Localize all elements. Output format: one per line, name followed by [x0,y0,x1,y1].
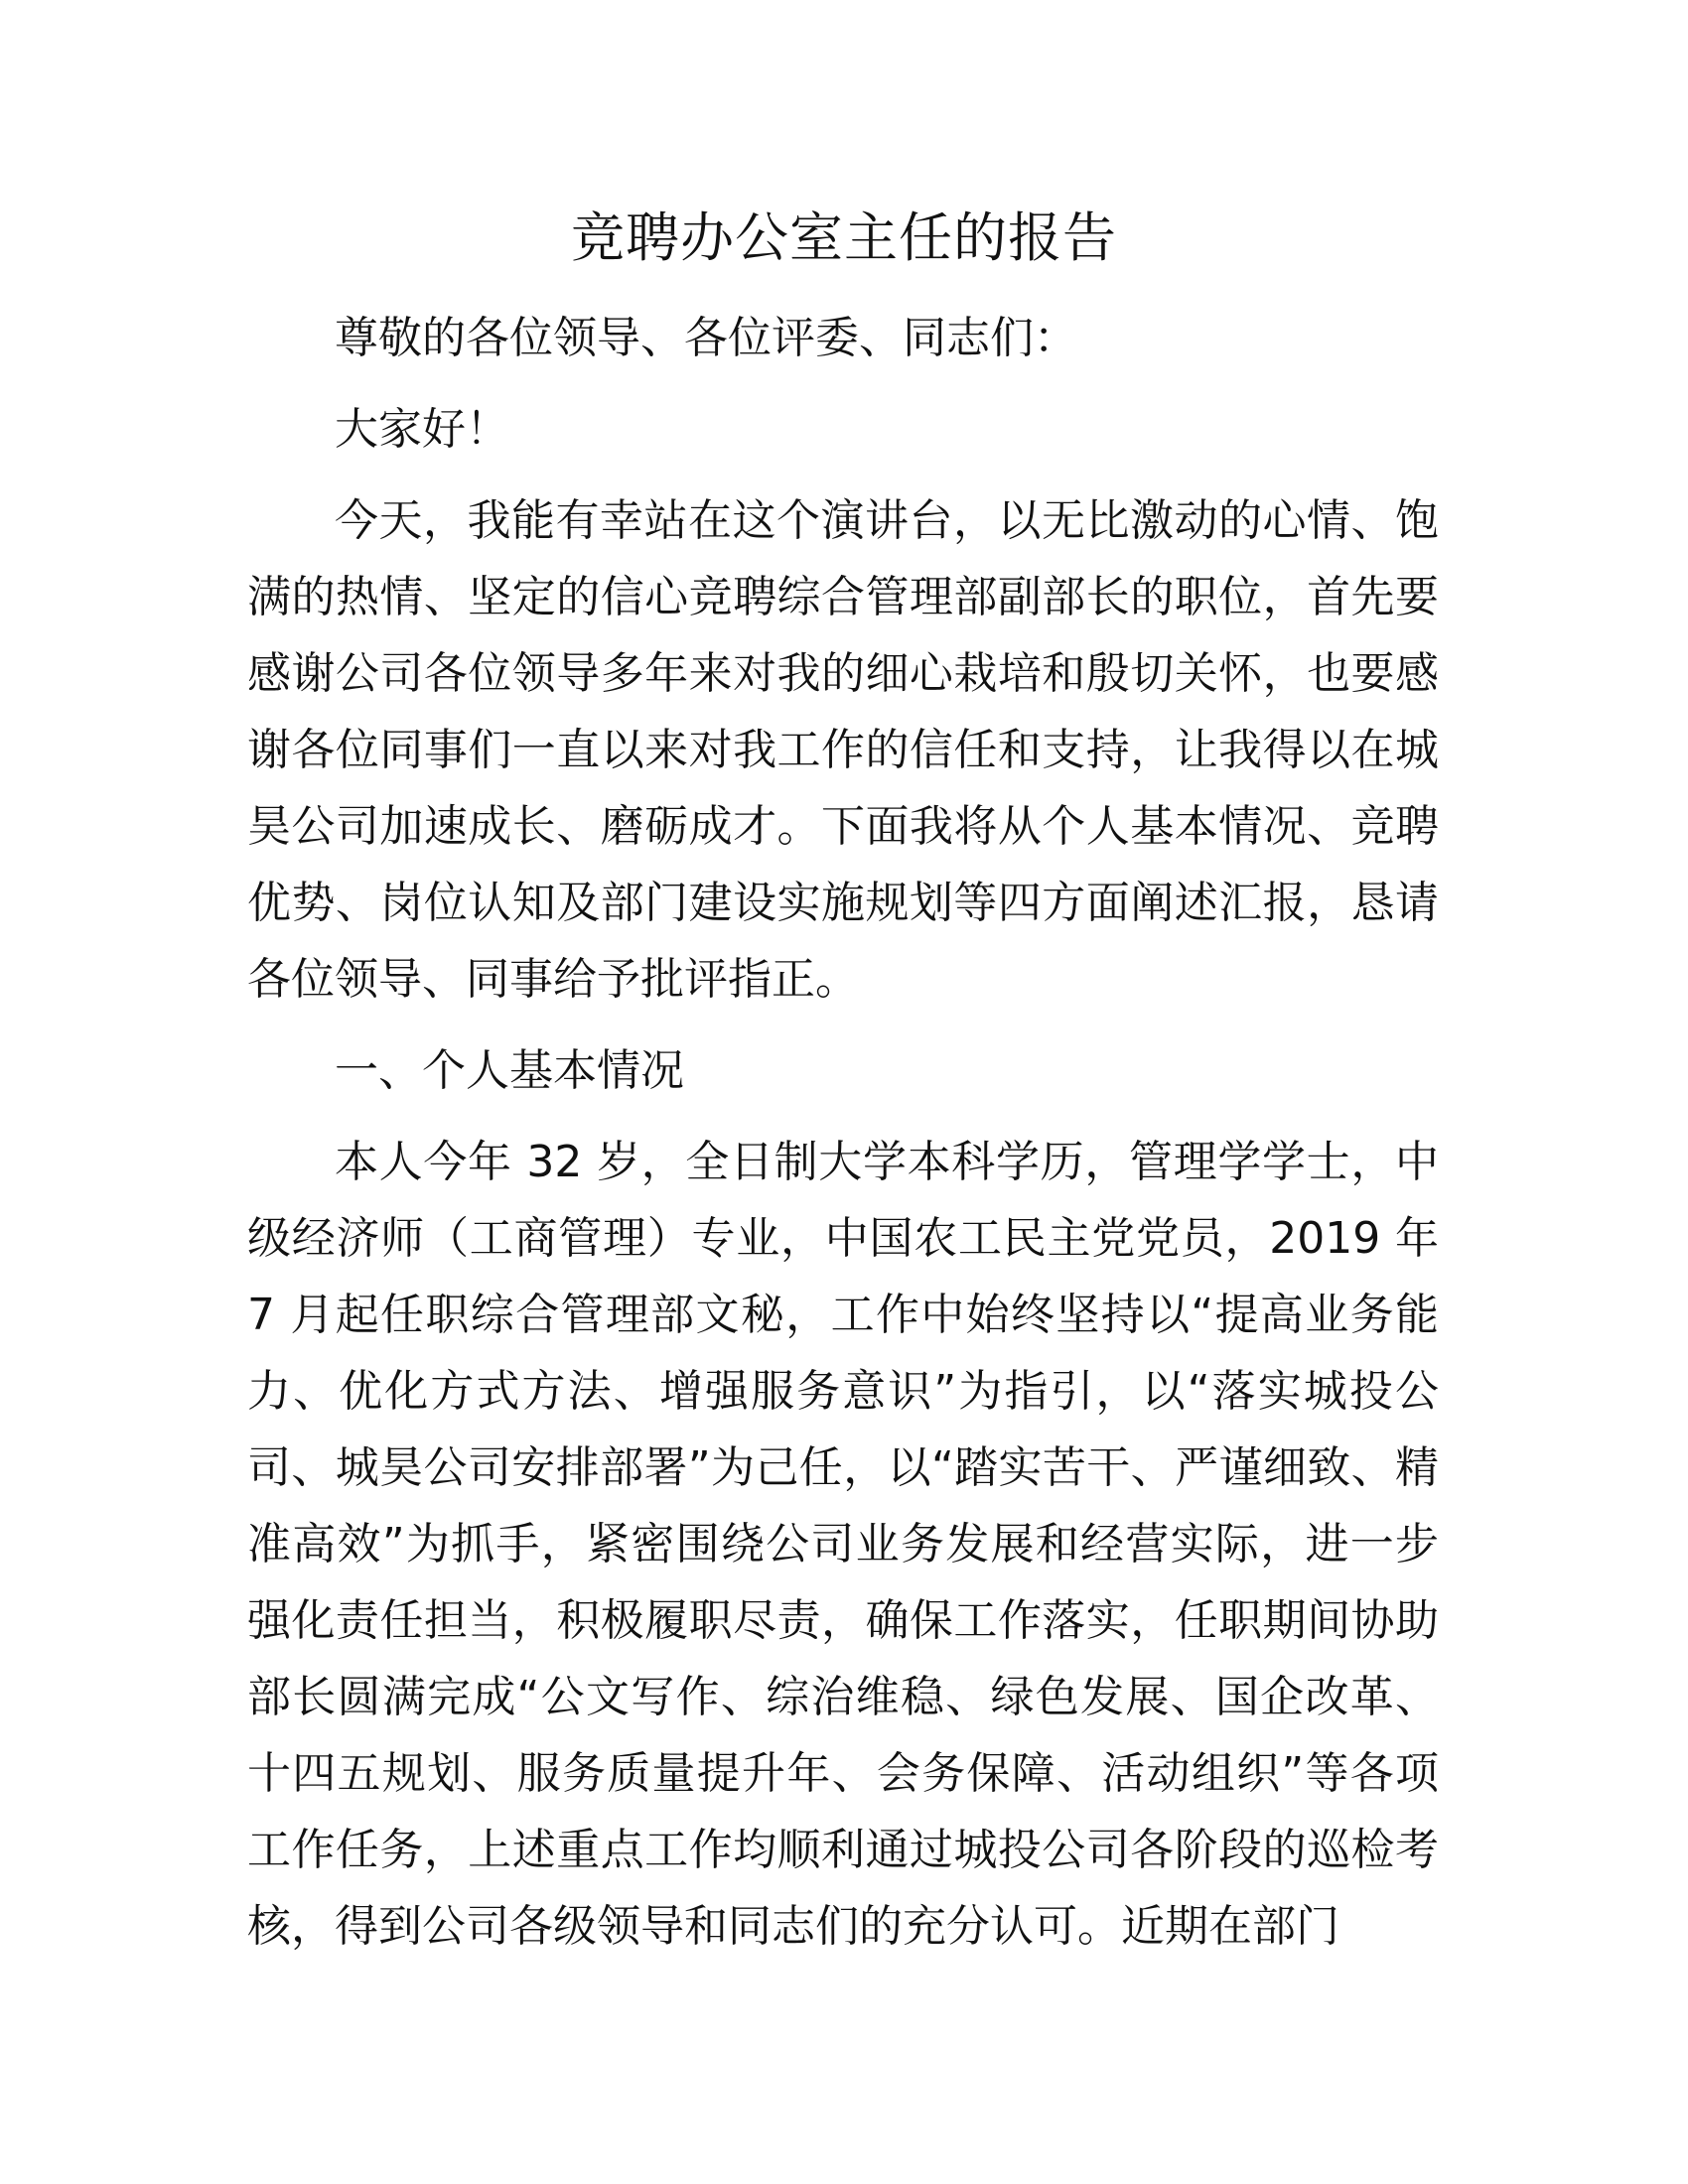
document-title: 竞聘办公室主任的报告 [571,206,1117,269]
personal-info-paragraph: 本人今年 32 岁，全日制大学本科学历，管理学学士，中级经济师（工商管理）专业，中国农工民主党党员，2019 年 7 月起任职综合管理部文秘，工作中始终坚持以“提高业务能力、优化方式方法、增强服务意识”为指引，以“落实城投公司、城昊公司安排部署”为己任，以“踏实苦干、严谨细致、精准高效”为抓手，紧密围绕公司业务发展和经营实际，进一步强化责任担当，积极履职尽责，确保工作落实，任职期间协助部长圆满完成“公文写作、综治维稳、绿色发展、国企改革、十四五规划、服务质量提升年、会务保障、活动组织”等各项工作任务，上述重点工作均顺利通过城投公司各阶段的巡检考核，得到公司各级领导和同志们的充分认可。近期在部门 [247,1137,1439,1952]
section-heading-personal-info: 一、个人基本情况 [335,1045,684,1096]
salutation: 尊敬的各位领导、各位评委、同志们： [335,313,1077,363]
document-body [247,300,1439,1979]
intro-paragraph: 今天，我能有幸站在这个演讲台，以无比激动的心情、饱满的热情、坚定的信心竞聘综合管理部副部长的职位，首先要感谢公司各位领导多年来对我的细心栽培和殷切关怀，也要感谢各位同事们一直以来对我工作的信任和支持，让我得以在城昊公司加速成长、磨砺成才。下面我将从个人基本情况、竞聘优势、岗位认知及部门建设实施规划等四方面阐述汇报，恳请各位领导、同事给予批评指正。 [247,495,1439,1005]
greeting: 大家好！ [335,404,509,455]
